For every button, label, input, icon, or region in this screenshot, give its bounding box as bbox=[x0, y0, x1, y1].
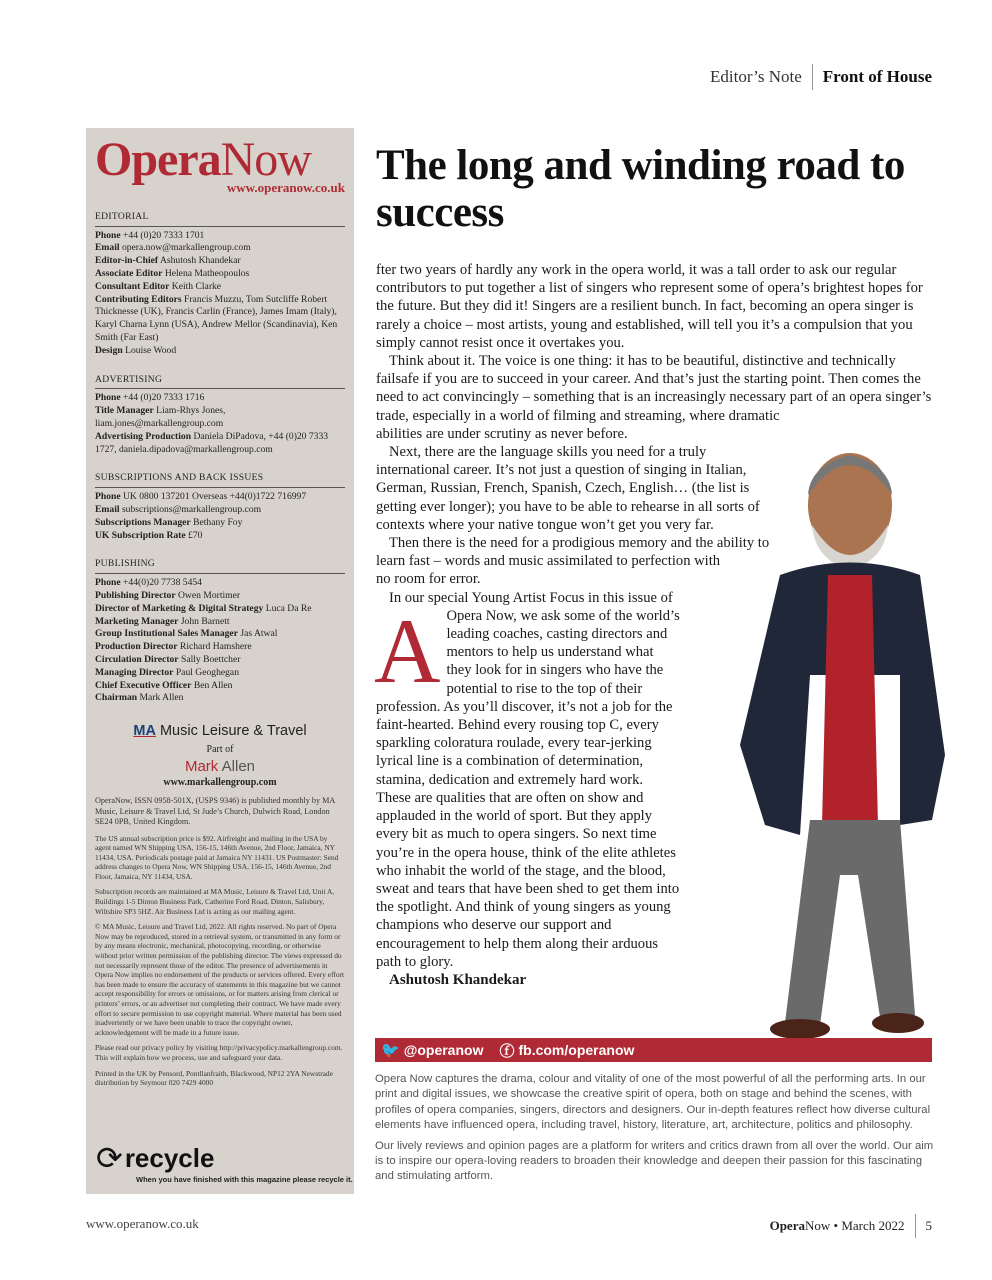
publishing-section bbox=[95, 558, 345, 705]
editorial-line bbox=[95, 242, 345, 255]
publishing-line-text: Jas Atwal bbox=[240, 628, 278, 640]
publishing-line bbox=[95, 692, 345, 705]
publishing-line-label: Phone bbox=[95, 577, 121, 589]
printed-text: Printed in the UK by Pensord, Pontllanfraith, Blackwood, NP12 2YA Newstrade distribution by Seymour 020 7429 4000 bbox=[95, 1068, 333, 1088]
publishing-line bbox=[95, 603, 345, 616]
advertising-line-label: Title Manager bbox=[95, 405, 154, 417]
privacy-text: Please read our privacy policy by visiting http://privacypolicy.markallengroup.com. This will explain how we process, use and safeguard your data. bbox=[95, 1043, 343, 1062]
publishing-line-label: Managing Director bbox=[95, 666, 174, 678]
ma-music-logo bbox=[95, 725, 345, 738]
records-text: Subscription records are maintained at MA Music, Leisure & Travel Ltd, Unit A, Buildings 1-5 Dinton Business Park, Catherine Ford Road, Dinton, Salisbury, Wiltshire SP3 5HZ. Air Business Ltd is acting as our mailing agent. bbox=[95, 887, 335, 916]
editorial-heading: EDITORIAL bbox=[95, 211, 345, 227]
editorial-line-text: Helena Matheopoulos bbox=[164, 267, 250, 279]
about-opera-now bbox=[375, 1072, 935, 1185]
subscriptions-line bbox=[95, 530, 345, 543]
opera-now-logo bbox=[95, 133, 345, 186]
paragraph-3: Next, there are the language skills you need for a truly international career. It’s not just a question of singing in Italian, German, Russian, French, Spanish, Czech, English… (the list is getting ever longer); you have to be able to rehearse in all sorts of contexts where your native tongue won’t get you very far. bbox=[376, 444, 760, 533]
recycle-icon: ⟳ bbox=[96, 1140, 123, 1176]
allen-word: Allen bbox=[221, 757, 256, 775]
footer-mag-light: Now bbox=[804, 1218, 831, 1233]
advertising-lines bbox=[95, 392, 345, 456]
advertising-line-label: Phone bbox=[95, 392, 121, 404]
editorial-line bbox=[95, 294, 345, 345]
copyright-text: © MA Music, Leisure and Travel Ltd, 2022. All rights reserved. No part of Opera Now may be reproduced, stored in a retrieval system, or transmitted in any form or by any means electronic, mechanical, photocopying, recording, or otherwise without prior written permission of the publishing director. The views expressed do not necessarily represent those of the editor. The presence of advertisements in Opera Now implies no endorsement of the products or services offered. Every effort has been made to ensure the accuracy of statements in this magazine but we cannot accept responsibility for errors or omissions, or for matters arising from clerical or printers’ errors, or an advertiser not completing their contract. We have made every effort to secure permission to use copyright material. Where material has been used inadvertently or we have been unable to trace the copyright owner, acknowledgement will be made in a future issue. bbox=[95, 922, 345, 1037]
part-of-label: Part of bbox=[206, 743, 234, 755]
subscriptions-line-text: £70 bbox=[188, 529, 203, 541]
subscriptions-line bbox=[95, 491, 345, 504]
advertising-line bbox=[95, 392, 345, 405]
recycle-logo bbox=[96, 1140, 353, 1184]
logo-url[interactable]: www.operanow.co.uk bbox=[226, 180, 345, 195]
editorial-line-text: Louise Wood bbox=[125, 344, 177, 356]
editorial-line bbox=[95, 281, 345, 294]
publishing-line-label: Group Institutional Sales Manager bbox=[95, 628, 238, 640]
byline: Ashutosh Khandekar bbox=[389, 971, 527, 988]
publishing-line-text: John Barnett bbox=[180, 615, 230, 627]
paragraph-4: Then there is the need for a prodigious memory and the ability to learn fast – words and music assimilated to perfection with no room for error. bbox=[376, 535, 770, 588]
section-label: Editor’s Note bbox=[709, 67, 802, 86]
publishing-line-label: Production Director bbox=[95, 641, 178, 653]
footer-mag-bold: Opera bbox=[769, 1218, 805, 1233]
editorial-line bbox=[95, 255, 345, 268]
editorial-line-text: Ashutosh Khandekar bbox=[159, 255, 241, 267]
editorial-line-text: Keith Clarke bbox=[171, 280, 222, 292]
publishing-line bbox=[95, 654, 345, 667]
subscriptions-line bbox=[95, 517, 345, 530]
ma-prefix: MA bbox=[133, 723, 156, 740]
drop-cap: A bbox=[374, 600, 441, 702]
facebook-handle: fb.com/operanow bbox=[518, 1042, 635, 1058]
paragraph-2: Think about it. The voice is one thing: it has to be beautiful, distinctive and technically failsafe if you are to succeed in your career. And that’s just the starting point. Then comes the need to act convincingly – something that is an increasingly necessary part of an opera singer’s trade, especially in a world of filming and streaming, where dramatic abilities are under scrutiny as never before. bbox=[376, 353, 932, 442]
editor-portrait-photo bbox=[700, 425, 962, 1055]
subscriptions-lines bbox=[95, 491, 345, 542]
subscriptions-line bbox=[95, 504, 345, 517]
page-number: 5 bbox=[925, 1218, 932, 1233]
subscriptions-line-label: Phone bbox=[95, 491, 121, 503]
publishing-line-text: +44(0)20 7738 5454 bbox=[123, 577, 202, 589]
publishing-line bbox=[95, 590, 345, 603]
about-paragraph-2: Our lively reviews and opinion pages are a platform for writers and critics drawn from all over the world. Our aim is to inspire our opera-loving readers to broaden their knowledge and deepen their passion for this fascinating and stimulating artform. bbox=[375, 1139, 934, 1183]
social-bar bbox=[375, 1038, 932, 1062]
mark-word: Mark bbox=[184, 757, 219, 775]
subscriptions-line-text: Bethany Foy bbox=[193, 516, 243, 528]
publishing-line bbox=[95, 667, 345, 680]
publishing-lines bbox=[95, 577, 345, 705]
editorial-lines bbox=[95, 230, 345, 358]
publishing-line-label: Chairman bbox=[95, 692, 138, 704]
editorial-line-label: Consultant Editor bbox=[95, 280, 170, 292]
recycle-note: When you have finished with this magazine please recycle it. bbox=[136, 1175, 353, 1184]
publishing-line-text: Mark Allen bbox=[139, 692, 184, 704]
editorial-line bbox=[95, 268, 345, 281]
editorial-line-text: opera.now@markallengroup.com bbox=[121, 242, 251, 254]
advertising-line-label: Advertising Production bbox=[95, 430, 192, 442]
editorial-line-label: Design bbox=[95, 344, 123, 356]
subscriptions-line-label: Subscriptions Manager bbox=[95, 516, 191, 528]
advertising-line-text: Daniela DiPadova, +44 (0)20 7333 1727, daniela.dipadova@markallengroup.com bbox=[95, 430, 329, 455]
publishing-line-text: Paul Geoghegan bbox=[175, 666, 239, 678]
advertising-heading: ADVERTISING bbox=[95, 374, 345, 390]
editorial-line-text: +44 (0)20 7333 1701 bbox=[123, 229, 205, 241]
editorial-line-label: Email bbox=[95, 242, 120, 254]
subscriptions-line-label: UK Subscription Rate bbox=[95, 529, 186, 541]
editorial-line-text: Francis Muzzu, Tom Sutcliffe Robert Thicknesse (UK), Francis Carlin (France), James Imam (Italy), Karyl Charna Lynn (USA), Andrew Mellor (Scandinavia), Ken Smith (Far East) bbox=[95, 293, 338, 343]
article-headline: The long and winding road to success bbox=[376, 142, 905, 236]
mark-allen-logo bbox=[95, 757, 345, 775]
subscriptions-section bbox=[95, 472, 345, 542]
issn-text: OperaNow, ISSN 0958-501X, (USPS 9346) is published monthly by MA Music, Leisure & Travel Ltd, St Jude’s Church, Dulwich Road, London SE24 0PB, United Kingdom. bbox=[95, 796, 335, 827]
recycle-word: recycle bbox=[124, 1142, 215, 1173]
footer-url[interactable]: www.operanow.co.uk bbox=[86, 1216, 199, 1231]
advertising-line bbox=[95, 405, 345, 431]
publishing-line bbox=[95, 641, 345, 654]
footer-divider bbox=[915, 1214, 916, 1238]
twitter-handle: @operanow bbox=[403, 1042, 484, 1058]
masthead-sidebar bbox=[86, 128, 354, 1194]
publishing-line-text: Sally Boettcher bbox=[180, 653, 241, 665]
publishing-line-label: Chief Executive Officer bbox=[95, 679, 192, 691]
publishing-line-text: Richard Hamshere bbox=[179, 641, 252, 653]
editorial-line-label: Editor-in-Chief bbox=[95, 255, 159, 267]
footer-date: • March 2022 bbox=[833, 1218, 905, 1233]
publishing-line bbox=[95, 616, 345, 629]
editorial-section bbox=[95, 211, 345, 358]
footer-folio bbox=[770, 1214, 932, 1238]
publishing-heading: PUBLISHING bbox=[95, 558, 345, 574]
editorial-line-label: Phone bbox=[95, 229, 121, 241]
us-price-text: The US annual subscription price is $92. Airfreight and mailing in the USA by agent named WN Shipping USA, 156-15, 146th Avenue, 2nd Floor, Jamaica, NY 11434, USA. Periodicals postage paid at Jamaica NY 11431. US Postmaster: Send address changes to Opera Now, WN Shipping USA, 156-15, 146th Avenue, 2nd Floor, Jamaica, NY 11434, USA. bbox=[95, 833, 339, 881]
paragraph-5: In our special Young Artist Focus in this issue of Opera Now, we ask some of the world’s leading coaches, casting directors and mentors to help us understand what they look for in singers who have the potential to rise to the top of their profession. As you’ll discover, it’s not a job for the faint-hearted. Behind every rousing top C, every sparkling coloratura roulade, every tear-jerking lyrical line is a combination of determination, stamina, dedication and extremely hard work. These are qualities that are often on show and applauded in the world of sport. But they apply every bit as much to opera singers. So next time you’re in the opera house, think of the elite athletes who inhabit the world of the stage, and the blood, sweat and tears that have been shed to get them into the spotlight. And think of young singers as young champions who deserve our support and encouragement to help them along their arduous path to glory. bbox=[376, 589, 680, 970]
mark-allen-url[interactable]: www.markallengroup.com bbox=[163, 777, 277, 789]
publishing-line-text: Owen Mortimer bbox=[177, 589, 241, 601]
publishing-line bbox=[95, 628, 345, 641]
twitter-link[interactable] bbox=[381, 1041, 483, 1059]
advertising-line bbox=[95, 431, 345, 457]
subscriptions-heading: SUBSCRIPTIONS AND BACK ISSUES bbox=[95, 472, 345, 488]
paragraph-1-text: fter two years of hardly any work in the opera world, it was a tall order to ask our regular contributors to put together a list of singers who represent some of opera’s brightest hopes for the future. But they did it! Singers are a resilient bunch. In fact, becoming an opera singer is rarely a choice – most artists, young and established, will tell you it’s a compulsion that you simply cannot resist once it overtakes you. bbox=[376, 262, 923, 351]
publishing-line bbox=[95, 680, 345, 693]
advertising-section bbox=[95, 374, 345, 457]
advertising-line-text: +44 (0)20 7333 1716 bbox=[123, 392, 205, 404]
subscriptions-line-text: subscriptions@markallengroup.com bbox=[121, 503, 262, 515]
publishing-line-text: Luca Da Re bbox=[265, 602, 312, 614]
ma-rest: Music Leisure & Travel bbox=[159, 723, 307, 740]
publishing-line-label: Marketing Manager bbox=[95, 615, 179, 627]
editorial-line bbox=[95, 230, 345, 243]
facebook-link[interactable] bbox=[499, 1040, 634, 1061]
publishing-line-text: Ben Allen bbox=[193, 679, 233, 691]
publishing-line-label: Director of Marketing & Digital Strategy bbox=[95, 602, 264, 614]
publishing-line-label: Publishing Director bbox=[95, 589, 176, 601]
logo-light-part: Now bbox=[220, 133, 311, 186]
editorial-line bbox=[95, 345, 345, 358]
editorial-line-label: Associate Editor bbox=[95, 267, 163, 279]
subscriptions-line-text: UK 0800 137201 Overseas +44(0)1722 716997 bbox=[123, 491, 307, 503]
logo-bold-part: Opera bbox=[95, 133, 221, 186]
publishing-line bbox=[95, 577, 345, 590]
editorial-line-label: Contributing Editors bbox=[95, 293, 182, 305]
facebook-icon: ⓕ bbox=[499, 1042, 515, 1060]
about-paragraph-1: Opera Now captures the drama, colour and vitality of one of the most powerful of all the performing arts. In our print and digital issues, we showcase the creative spirit of opera, both on stage and behind the scenes, with profiles of opera companies, singers, directors and designers. Our in-depth features reflect how diverse cultural elements have influenced opera, including travel, history, literature, art, architecture, politics and philosophy. bbox=[375, 1073, 931, 1132]
advertising-line-text: Liam-Rhys Jones, liam.jones@markallengroup.com bbox=[95, 405, 226, 429]
publishing-line-label: Circulation Director bbox=[95, 653, 179, 665]
subsection-label: Front of House bbox=[822, 67, 932, 86]
twitter-icon: 🐦 bbox=[381, 1042, 400, 1059]
subscriptions-line-label: Email bbox=[95, 503, 120, 515]
running-header bbox=[710, 64, 932, 90]
